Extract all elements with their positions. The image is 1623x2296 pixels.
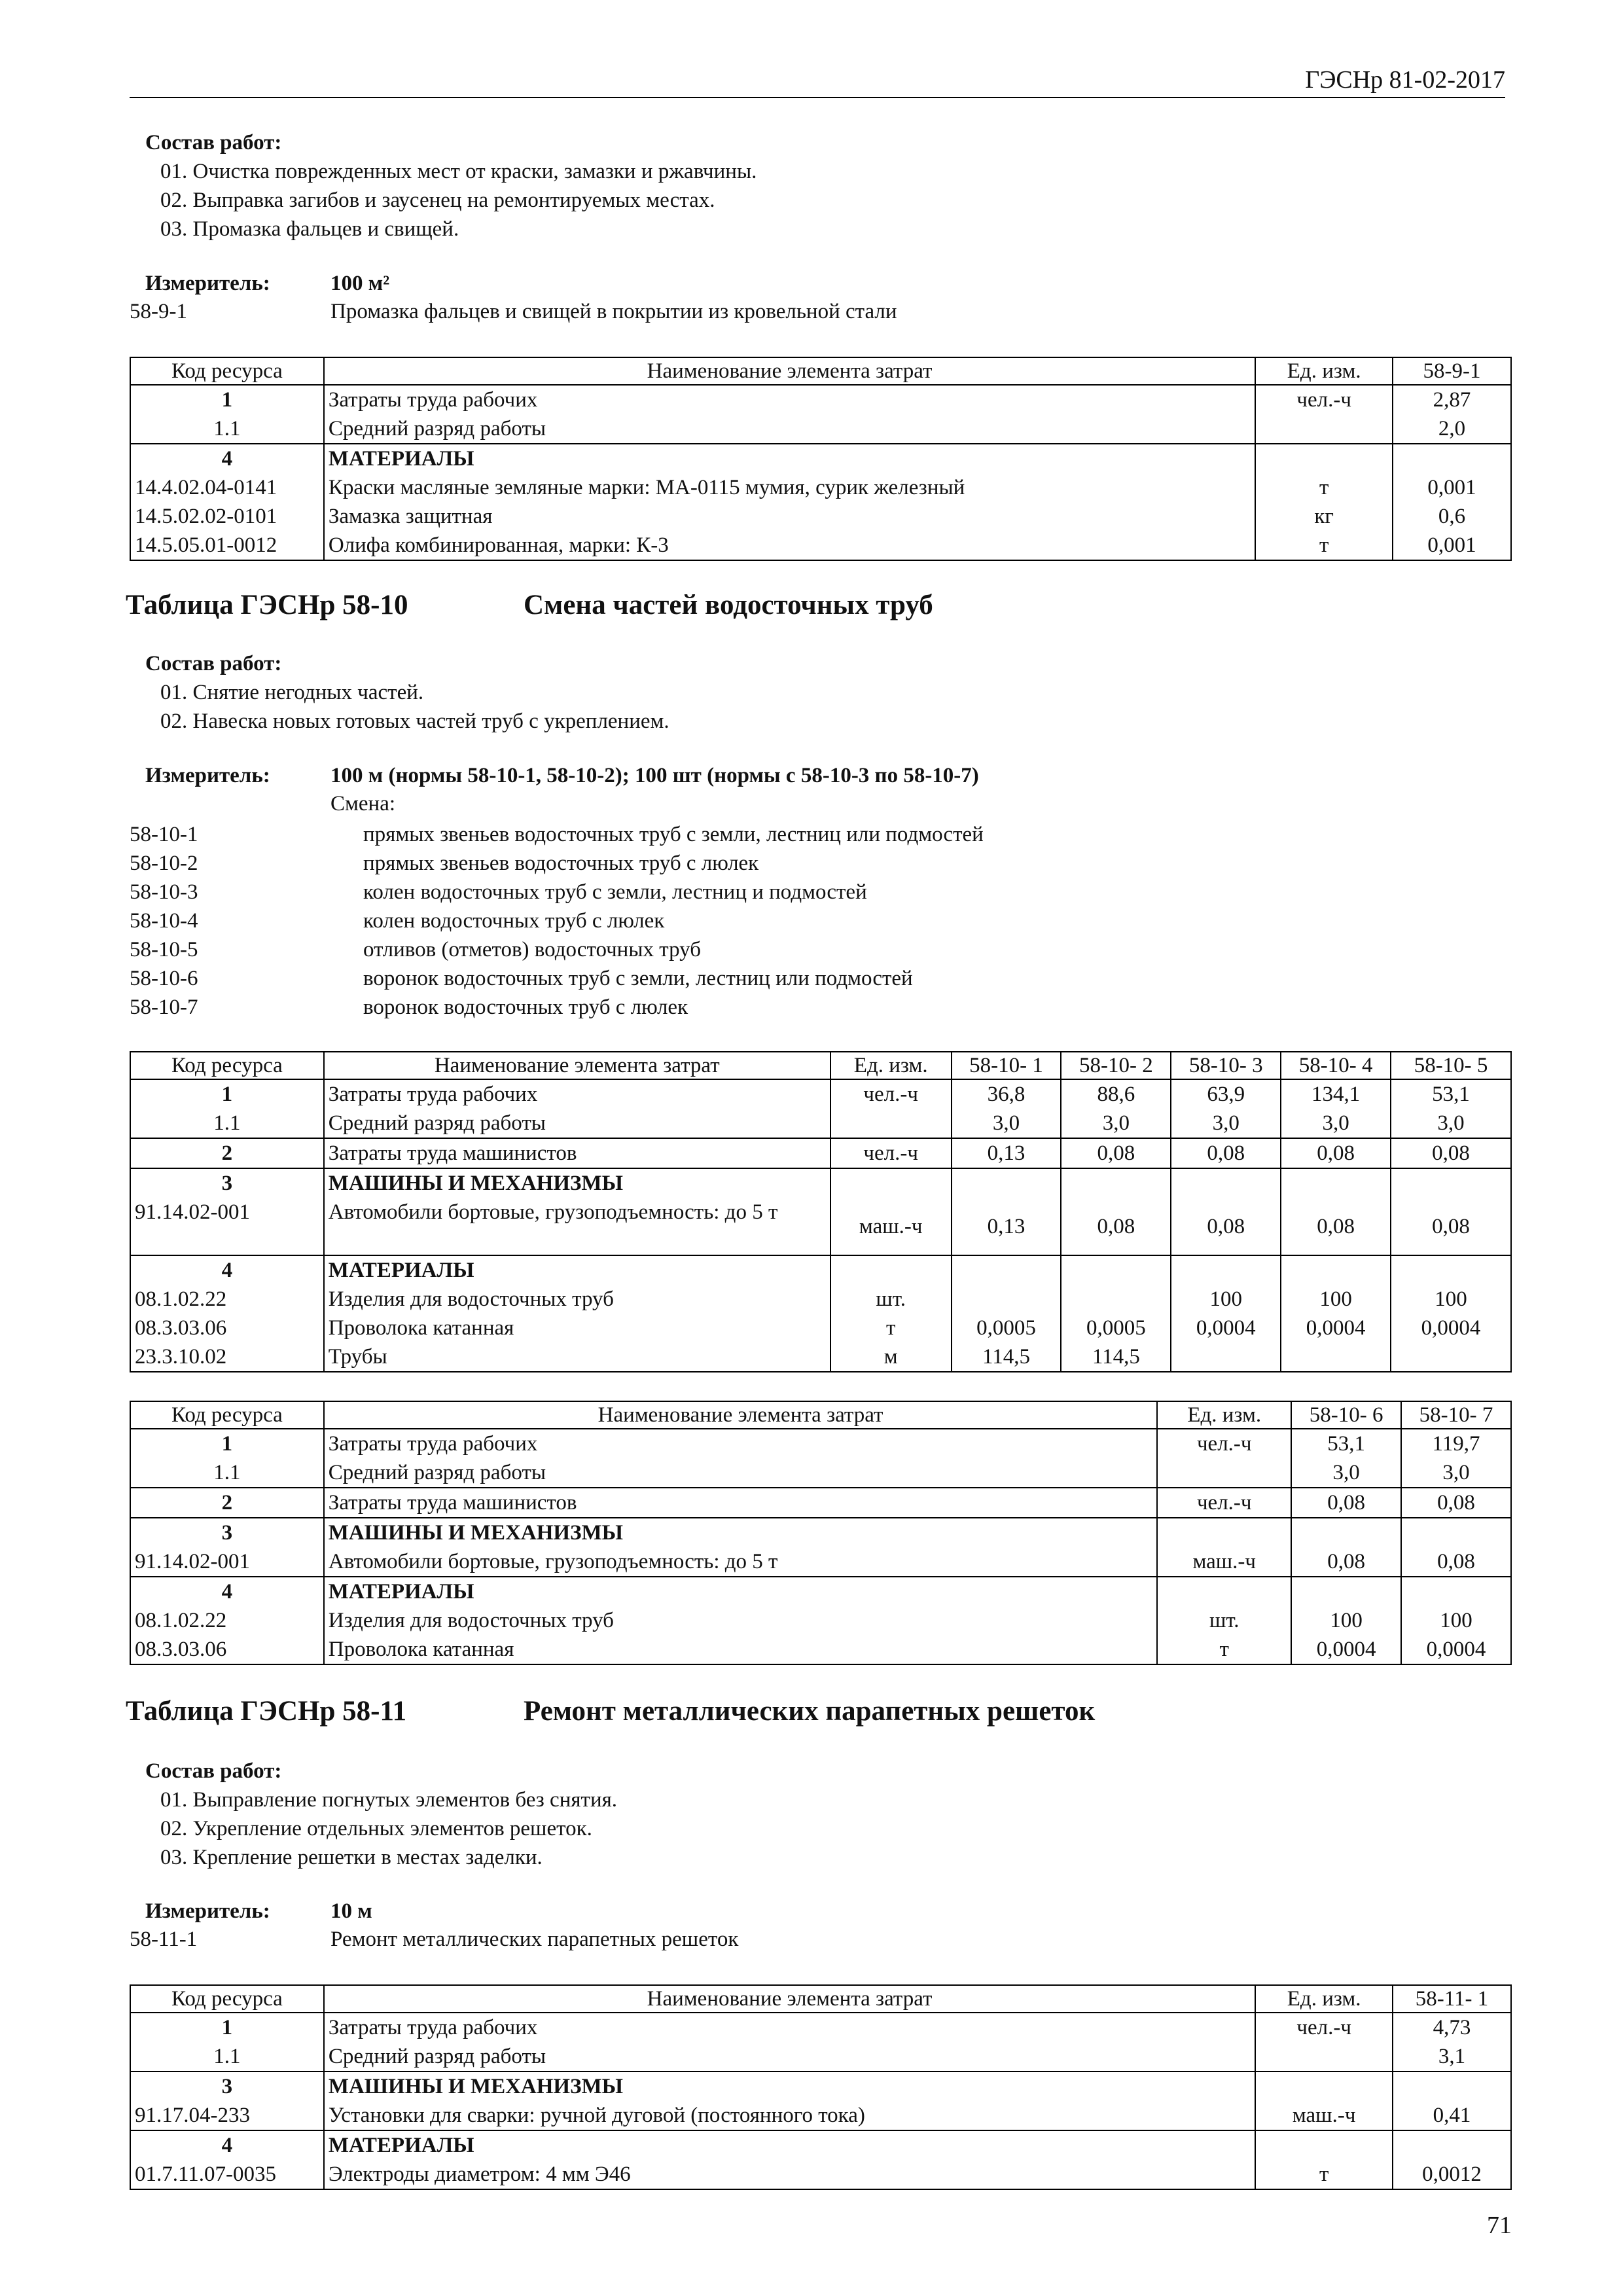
table-row (130, 1606, 1511, 1635)
table-cell (1391, 1168, 1511, 1198)
table-cell: 2,0 (1393, 414, 1511, 444)
table-cell: 0,08 (1061, 1138, 1171, 1168)
table-cell: 4 (130, 2130, 324, 2160)
table-cell: т (1255, 2160, 1393, 2189)
table-cell: 2 (130, 1138, 324, 1168)
table-cell: Автомобили бортовые, грузоподъемность: до 5 т (324, 1198, 830, 1255)
table-cell (1401, 1577, 1511, 1606)
table-cell (830, 1168, 952, 1198)
table-cell: 0,08 (1171, 1198, 1281, 1255)
table-cell: 0,001 (1393, 531, 1511, 560)
norm-name: отливов (отметов) водосточных труб (363, 938, 702, 961)
table-cell: 1.1 (130, 1109, 324, 1138)
table-cell (1255, 2130, 1393, 2160)
table-cell: 134,1 (1281, 1079, 1391, 1109)
table-cell: 1 (130, 1429, 324, 1458)
table-cell: 0,0004 (1391, 1314, 1511, 1342)
col-header: Ед. изм. (1157, 1401, 1291, 1429)
table-cell: 3,0 (1291, 1458, 1401, 1488)
table-cell: 0,41 (1393, 2101, 1511, 2130)
table-cell (952, 1285, 1061, 1314)
table-cell: маш.-ч (1157, 1547, 1291, 1577)
table-cell (1281, 1168, 1391, 1198)
table-row (130, 531, 1511, 560)
table-cell: Затраты труда рабочих (324, 385, 1255, 414)
work-item: 02. Укрепление отдельных элементов решеток. (160, 1817, 592, 1840)
table-cell: Средний разряд работы (324, 2042, 1255, 2072)
table-cell: Средний разряд работы (324, 1458, 1158, 1488)
table-cell: 1.1 (130, 1458, 324, 1488)
work-item: 01. Очистка поврежденных мест от краски, замазки и ржавчины. (160, 160, 757, 183)
table-row (130, 1285, 1511, 1314)
table-cell: 0,08 (1291, 1488, 1401, 1518)
table-cell: чел.-ч (1157, 1488, 1291, 1518)
table-cell: 14.4.02.04-0141 (130, 473, 324, 502)
composition-title: Состав работ: (145, 652, 282, 675)
table-cell (1171, 1255, 1281, 1285)
table-row (130, 1079, 1511, 1109)
table-row (130, 2101, 1511, 2130)
table-cell (1393, 444, 1511, 473)
table-cell: 0,08 (1281, 1198, 1391, 1255)
table-cell: 119,7 (1401, 1429, 1511, 1458)
col-header: 58-10- 3 (1171, 1052, 1281, 1079)
header-rule (130, 97, 1505, 98)
group-label: Смена: (330, 792, 396, 816)
norm-code: 58-10-7 (130, 996, 198, 1019)
table-title: Ремонт металлических парапетных решеток (524, 1696, 1096, 1727)
table-cell: 0,0004 (1401, 1635, 1511, 1664)
norm-name: воронок водосточных труб с земли, лестниц или подмостей (363, 967, 913, 990)
norm-names (363, 820, 984, 1022)
table-cell (1281, 1342, 1391, 1372)
table-cell: 1.1 (130, 2042, 324, 2072)
meter-value: 10 м (330, 1899, 372, 1923)
table-cell: 3,0 (1171, 1109, 1281, 1138)
table-cell: 08.1.02.22 (130, 1285, 324, 1314)
col-header: 58-10- 4 (1281, 1052, 1391, 1079)
col-header: 58-9-1 (1393, 357, 1511, 385)
meter-label: Измеритель: (145, 272, 270, 295)
col-header: Код ресурса (130, 1985, 324, 2013)
norm-name: колен водосточных труб с люлек (363, 909, 665, 933)
works-list (160, 1785, 617, 1872)
table-cell: МАШИНЫ И МЕХАНИЗМЫ (324, 1168, 830, 1198)
col-header: Ед. изм. (1255, 1985, 1393, 2013)
resource-table-58-10-a (130, 1051, 1512, 1372)
table-cell: т (1255, 473, 1393, 502)
work-item: 03. Промазка фальцев и свищей. (160, 217, 459, 241)
table-cell: 0,001 (1393, 473, 1511, 502)
table-cell: 0,0005 (952, 1314, 1061, 1342)
table-cell: 91.14.02-001 (130, 1547, 324, 1577)
norm-code: 58-9-1 (130, 300, 187, 323)
col-header: Код ресурса (130, 1052, 324, 1079)
col-header: Наименование элемента затрат (324, 1401, 1158, 1429)
table-cell (1061, 1255, 1171, 1285)
table-title: Смена частей водосточных труб (524, 590, 933, 620)
col-header: Наименование элемента затрат (324, 1985, 1255, 2013)
table-row (130, 2160, 1511, 2189)
table-cell: 0,6 (1393, 502, 1511, 531)
table-row (130, 1255, 1511, 1285)
table-cell (1171, 1168, 1281, 1198)
table-cell: 3,0 (1061, 1109, 1171, 1138)
col-header: Наименование элемента затрат (324, 1052, 830, 1079)
norm-code: 58-11-1 (130, 1928, 198, 1951)
col-header: 58-10- 5 (1391, 1052, 1511, 1079)
table-cell: Затраты труда машинистов (324, 1138, 830, 1168)
table-cell: МАТЕРИАЛЫ (324, 444, 1255, 473)
table-cell: 0,08 (1391, 1198, 1511, 1255)
table-cell: т (1255, 531, 1393, 560)
table-cell: 4 (130, 1255, 324, 1285)
col-header: 58-10- 1 (952, 1052, 1061, 1079)
table-row (130, 1488, 1511, 1518)
table-cell: 0,0012 (1393, 2160, 1511, 2189)
table-cell: 53,1 (1391, 1079, 1511, 1109)
composition-title: Состав работ: (145, 1759, 282, 1783)
works-list (160, 157, 757, 243)
table-row (130, 2042, 1511, 2072)
table-cell: 0,13 (952, 1138, 1061, 1168)
work-item: 01. Снятие негодных частей. (160, 681, 424, 704)
table-cell: 1 (130, 385, 324, 414)
norm-name: прямых звеньев водосточных труб с земли, лестниц или подмостей (363, 823, 984, 846)
table-cell (1391, 1342, 1511, 1372)
table-cell: 0,08 (1401, 1488, 1511, 1518)
table-cell: 88,6 (1061, 1079, 1171, 1109)
table-cell (1157, 1518, 1291, 1547)
table-cell: МАТЕРИАЛЫ (324, 1577, 1158, 1606)
table-row (130, 1577, 1511, 1606)
table-cell: МАТЕРИАЛЫ (324, 2130, 1255, 2160)
table-cell: МАШИНЫ И МЕХАНИЗМЫ (324, 1518, 1158, 1547)
table-cell: 114,5 (952, 1342, 1061, 1372)
table-cell (1061, 1168, 1171, 1198)
table-row (130, 1138, 1511, 1168)
table-cell (1171, 1342, 1281, 1372)
table-cell: чел.-ч (1255, 385, 1393, 414)
table-cell: 91.17.04-233 (130, 2101, 324, 2130)
col-header: Наименование элемента затрат (324, 357, 1255, 385)
table-cell: маш.-ч (830, 1198, 952, 1255)
table-cell: 3 (130, 1168, 324, 1198)
table-cell: 14.5.02.02-0101 (130, 502, 324, 531)
table-cell: Краски масляные земляные марки: МА-0115 мумия, сурик железный (324, 473, 1255, 502)
table-cell: 100 (1391, 1285, 1511, 1314)
table-cell: Проволока катанная (324, 1635, 1158, 1664)
norm-code: 58-10-2 (130, 852, 198, 875)
table-row (130, 414, 1511, 444)
meter-label: Измеритель: (145, 764, 270, 787)
table-cell: 1 (130, 2013, 324, 2042)
norm-name: колен водосточных труб с земли, лестниц и подмостей (363, 880, 867, 904)
col-header: Код ресурса (130, 1401, 324, 1429)
table-cell (952, 1255, 1061, 1285)
meter-value: 100 м² (330, 272, 390, 295)
table-cell: 100 (1401, 1606, 1511, 1635)
table-row (130, 502, 1511, 531)
table-row (130, 473, 1511, 502)
table-cell: т (830, 1314, 952, 1342)
table-cell: 01.7.11.07-0035 (130, 2160, 324, 2189)
table-cell: Установки для сварки: ручной дуговой (постоянного тока) (324, 2101, 1255, 2130)
table-cell: 0,13 (952, 1198, 1061, 1255)
table-cell: 0,0005 (1061, 1314, 1171, 1342)
table-cell (1255, 2072, 1393, 2101)
norm-code: 58-10-1 (130, 823, 198, 846)
table-row (130, 1429, 1511, 1458)
norm-name: Промазка фальцев и свищей в покрытии из кровельной стали (330, 300, 897, 323)
table-cell: т (1157, 1635, 1291, 1664)
work-item: 01. Выправление погнутых элементов без снятия. (160, 1788, 618, 1812)
table-cell: 3,0 (1391, 1109, 1511, 1138)
table-cell: 1.1 (130, 414, 324, 444)
norm-name: прямых звеньев водосточных труб с люлек (363, 852, 759, 875)
table-cell: 114,5 (1061, 1342, 1171, 1372)
table-cell (1391, 1255, 1511, 1285)
col-header: 58-10- 7 (1401, 1401, 1511, 1429)
table-cell: 91.14.02-001 (130, 1198, 324, 1255)
table-cell: м (830, 1342, 952, 1372)
table-cell: чел.-ч (830, 1138, 952, 1168)
table-cell: 08.3.03.06 (130, 1635, 324, 1664)
table-cell (1401, 1518, 1511, 1547)
resource-table-58-10-b (130, 1401, 1512, 1665)
table-cell: 0,08 (1291, 1547, 1401, 1577)
table-cell (1157, 1458, 1291, 1488)
table-row (130, 1198, 1511, 1255)
page-number: 71 (1487, 2212, 1512, 2239)
table-cell: Средний разряд работы (324, 414, 1255, 444)
table-cell: Средний разряд работы (324, 1109, 830, 1138)
table-cell: Автомобили бортовые, грузоподъемность: до 5 т (324, 1547, 1158, 1577)
table-cell (1061, 1285, 1171, 1314)
col-header: Код ресурса (130, 357, 324, 385)
table-cell: маш.-ч (1255, 2101, 1393, 2130)
norm-code: 58-10-5 (130, 938, 198, 961)
work-item: 02. Выправка загибов и заусенец на ремонтируемых местах. (160, 188, 715, 212)
table-cell (1255, 414, 1393, 444)
table-cell: 14.5.05.01-0012 (130, 531, 324, 560)
work-item: 03. Крепление решетки в местах заделки. (160, 1846, 543, 1869)
table-cell: 3,0 (1281, 1109, 1391, 1138)
table-cell: чел.-ч (1157, 1429, 1291, 1458)
table-row (130, 385, 1511, 414)
table-cell: 3,1 (1393, 2042, 1511, 2072)
table-cell: 23.3.10.02 (130, 1342, 324, 1372)
table-cell: Затраты труда рабочих (324, 1079, 830, 1109)
table-cell: шт. (830, 1285, 952, 1314)
table-cell (1291, 1577, 1401, 1606)
norm-name: воронок водосточных труб с люлек (363, 996, 688, 1019)
table-cell: 100 (1171, 1285, 1281, 1314)
table-cell (1393, 2130, 1511, 2160)
table-cell: 100 (1291, 1606, 1401, 1635)
table-row (130, 2013, 1511, 2042)
table-cell: 53,1 (1291, 1429, 1401, 1458)
table-cell: МАШИНЫ И МЕХАНИЗМЫ (324, 2072, 1255, 2101)
table-cell: Трубы (324, 1342, 830, 1372)
table-row (130, 1314, 1511, 1342)
table-cell: чел.-ч (1255, 2013, 1393, 2042)
norm-code: 58-10-3 (130, 880, 198, 904)
table-cell: 3,0 (1401, 1458, 1511, 1488)
table-cell: 3,0 (952, 1109, 1061, 1138)
table-cell: 08.1.02.22 (130, 1606, 324, 1635)
work-item: 02. Навеска новых готовых частей труб с укреплением. (160, 709, 669, 733)
table-row (130, 1168, 1511, 1198)
table-cell: Замазка защитная (324, 502, 1255, 531)
table-cell: Затраты труда рабочих (324, 1429, 1158, 1458)
table-cell (1255, 444, 1393, 473)
table-row (130, 1518, 1511, 1547)
table-cell: 100 (1281, 1285, 1391, 1314)
table-row (130, 1635, 1511, 1664)
composition-title: Состав работ: (145, 131, 282, 154)
table-cell (1281, 1255, 1391, 1285)
table-cell: 08.3.03.06 (130, 1314, 324, 1342)
norm-code: 58-10-4 (130, 909, 198, 933)
table-row (130, 1342, 1511, 1372)
table-cell: МАТЕРИАЛЫ (324, 1255, 830, 1285)
table-cell: 1 (130, 1079, 324, 1109)
table-cell: Затраты труда машинистов (324, 1488, 1158, 1518)
table-cell: 2,87 (1393, 385, 1511, 414)
table-cell (1157, 1577, 1291, 1606)
table-cell (952, 1168, 1061, 1198)
norm-code: 58-10-6 (130, 967, 198, 990)
resource-table-58-11 (130, 1984, 1512, 2190)
table-cell: 0,08 (1401, 1547, 1511, 1577)
resource-table-58-9 (130, 357, 1512, 561)
document-code: ГЭСНр 81-02-2017 (1305, 66, 1505, 94)
meter-value: 100 м (нормы 58-10-1, 58-10-2); 100 шт (нормы с 58-10-3 по 58-10-7) (330, 764, 979, 787)
norm-name: Ремонт металлических парапетных решеток (330, 1928, 739, 1951)
table-cell: Изделия для водосточных труб (324, 1606, 1158, 1635)
table-cell: Изделия для водосточных труб (324, 1285, 830, 1314)
table-label: Таблица ГЭСНр 58-11 (126, 1696, 407, 1727)
table-cell: 4 (130, 444, 324, 473)
table-cell: Олифа комбинированная, марки: К-3 (324, 531, 1255, 560)
table-row (130, 1109, 1511, 1138)
table-cell: Проволока катанная (324, 1314, 830, 1342)
table-cell: чел.-ч (830, 1079, 952, 1109)
table-cell: 36,8 (952, 1079, 1061, 1109)
table-cell: 0,0004 (1171, 1314, 1281, 1342)
col-header: 58-11- 1 (1393, 1985, 1511, 2013)
table-cell: Электроды диаметром: 4 мм Э46 (324, 2160, 1255, 2189)
meter-label: Измеритель: (145, 1899, 270, 1923)
table-cell: шт. (1157, 1606, 1291, 1635)
works-list (160, 678, 669, 736)
table-cell: 0,08 (1061, 1198, 1171, 1255)
table-cell: 0,08 (1391, 1138, 1511, 1168)
table-cell (1393, 2072, 1511, 2101)
table-cell (1291, 1518, 1401, 1547)
table-cell: 3 (130, 2072, 324, 2101)
col-header: 58-10- 6 (1291, 1401, 1401, 1429)
table-cell: 63,9 (1171, 1079, 1281, 1109)
table-cell: Затраты труда рабочих (324, 2013, 1255, 2042)
table-cell (830, 1109, 952, 1138)
table-cell (830, 1255, 952, 1285)
table-cell: кг (1255, 502, 1393, 531)
col-header: 58-10- 2 (1061, 1052, 1171, 1079)
table-cell: 4 (130, 1577, 324, 1606)
table-row (130, 2130, 1511, 2160)
table-cell (1255, 2042, 1393, 2072)
table-cell: 2 (130, 1488, 324, 1518)
table-cell: 3 (130, 1518, 324, 1547)
col-header: Ед. изм. (830, 1052, 952, 1079)
table-row (130, 444, 1511, 473)
table-row (130, 2072, 1511, 2101)
table-cell: 0,0004 (1281, 1314, 1391, 1342)
col-header: Ед. изм. (1255, 357, 1393, 385)
table-row (130, 1458, 1511, 1488)
table-cell: 0,08 (1171, 1138, 1281, 1168)
table-cell: 0,08 (1281, 1138, 1391, 1168)
table-row (130, 1547, 1511, 1577)
table-cell: 0,0004 (1291, 1635, 1401, 1664)
norm-codes (130, 820, 198, 1022)
table-cell: 4,73 (1393, 2013, 1511, 2042)
table-label: Таблица ГЭСНр 58-10 (126, 590, 408, 620)
